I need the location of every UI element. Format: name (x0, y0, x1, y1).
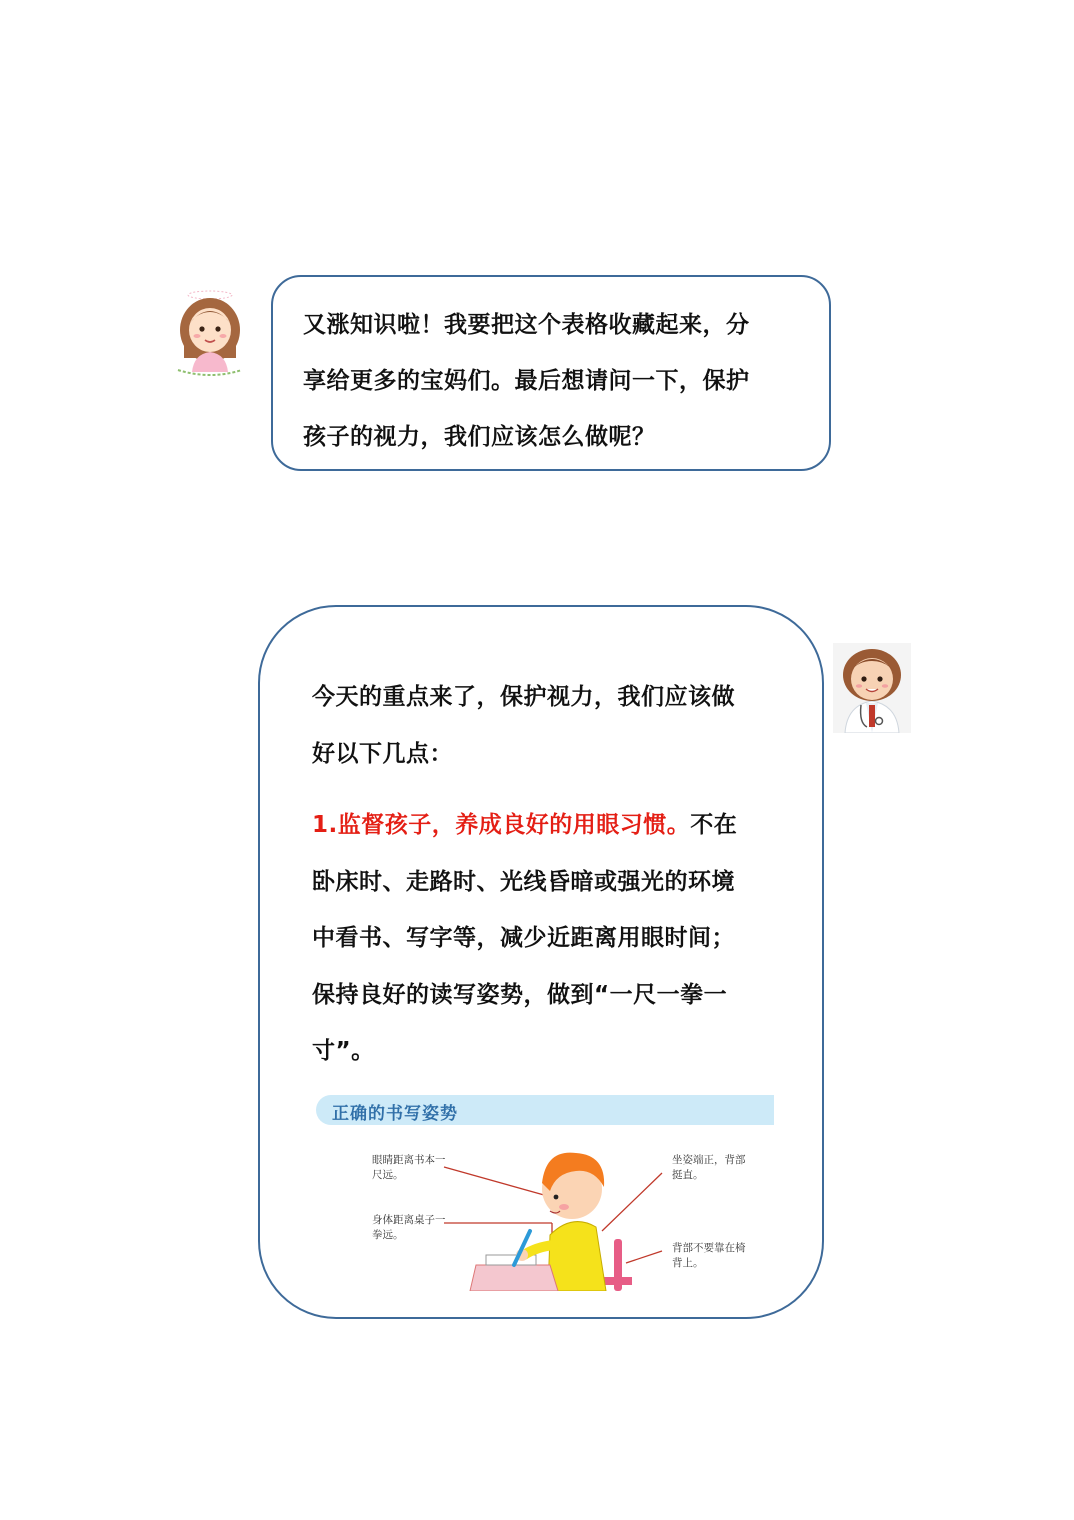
guide-line-back (626, 1251, 662, 1263)
doctor-intro-line: 今天的重点来了，保护视力，我们应该做 (312, 684, 735, 710)
point1-first-line (312, 797, 782, 854)
mom-message-line: 又涨知识啦！我要把这个表格收藏起来，分 (303, 312, 750, 338)
chair-seat (602, 1277, 632, 1285)
point1-line: 卧床时、走路时、光线昏暗或强光的环境 (312, 868, 735, 895)
point1-line: 中看书、写字等，减少近距离用眼时间； (312, 925, 735, 951)
point1-line: 保持良好的读写姿势，做到“一尺一拳一 (312, 981, 728, 1008)
mom-message-line: 孩子的视力，我们应该怎么做呢？ (303, 424, 656, 450)
writing-posture-illustration (310, 1095, 774, 1291)
boy-shirt (548, 1222, 606, 1291)
note-eye-distance: 眼睛距离书本一尺远。 (372, 1154, 446, 1181)
point1-first-tail: 不在 (690, 812, 738, 838)
note-back-position: 背部不要靠在椅背上。 (672, 1242, 746, 1269)
note-sitting-posture: 坐姿端正，背部挺直。 (672, 1154, 746, 1181)
point1-heading: 1.监督孩子，养成良好的用眼习惯。 (312, 812, 691, 838)
doctor-intro-line: 好以下几点： (312, 740, 453, 767)
guide-line-sit (602, 1173, 662, 1231)
note-body-distance: 身体距离桌子一拳远。 (372, 1214, 446, 1241)
mom-avatar (172, 286, 248, 376)
mom-message-bubble (271, 275, 831, 471)
desk (470, 1265, 558, 1291)
guide-line-eye (444, 1167, 544, 1195)
mom-message-line: 享给更多的宝妈们。最后想请问一下，保护 (303, 368, 750, 394)
doctor-avatar (833, 643, 911, 733)
posture-title: 正确的书写姿势 (332, 1104, 458, 1124)
point1-line: 寸”。 (312, 1038, 375, 1064)
